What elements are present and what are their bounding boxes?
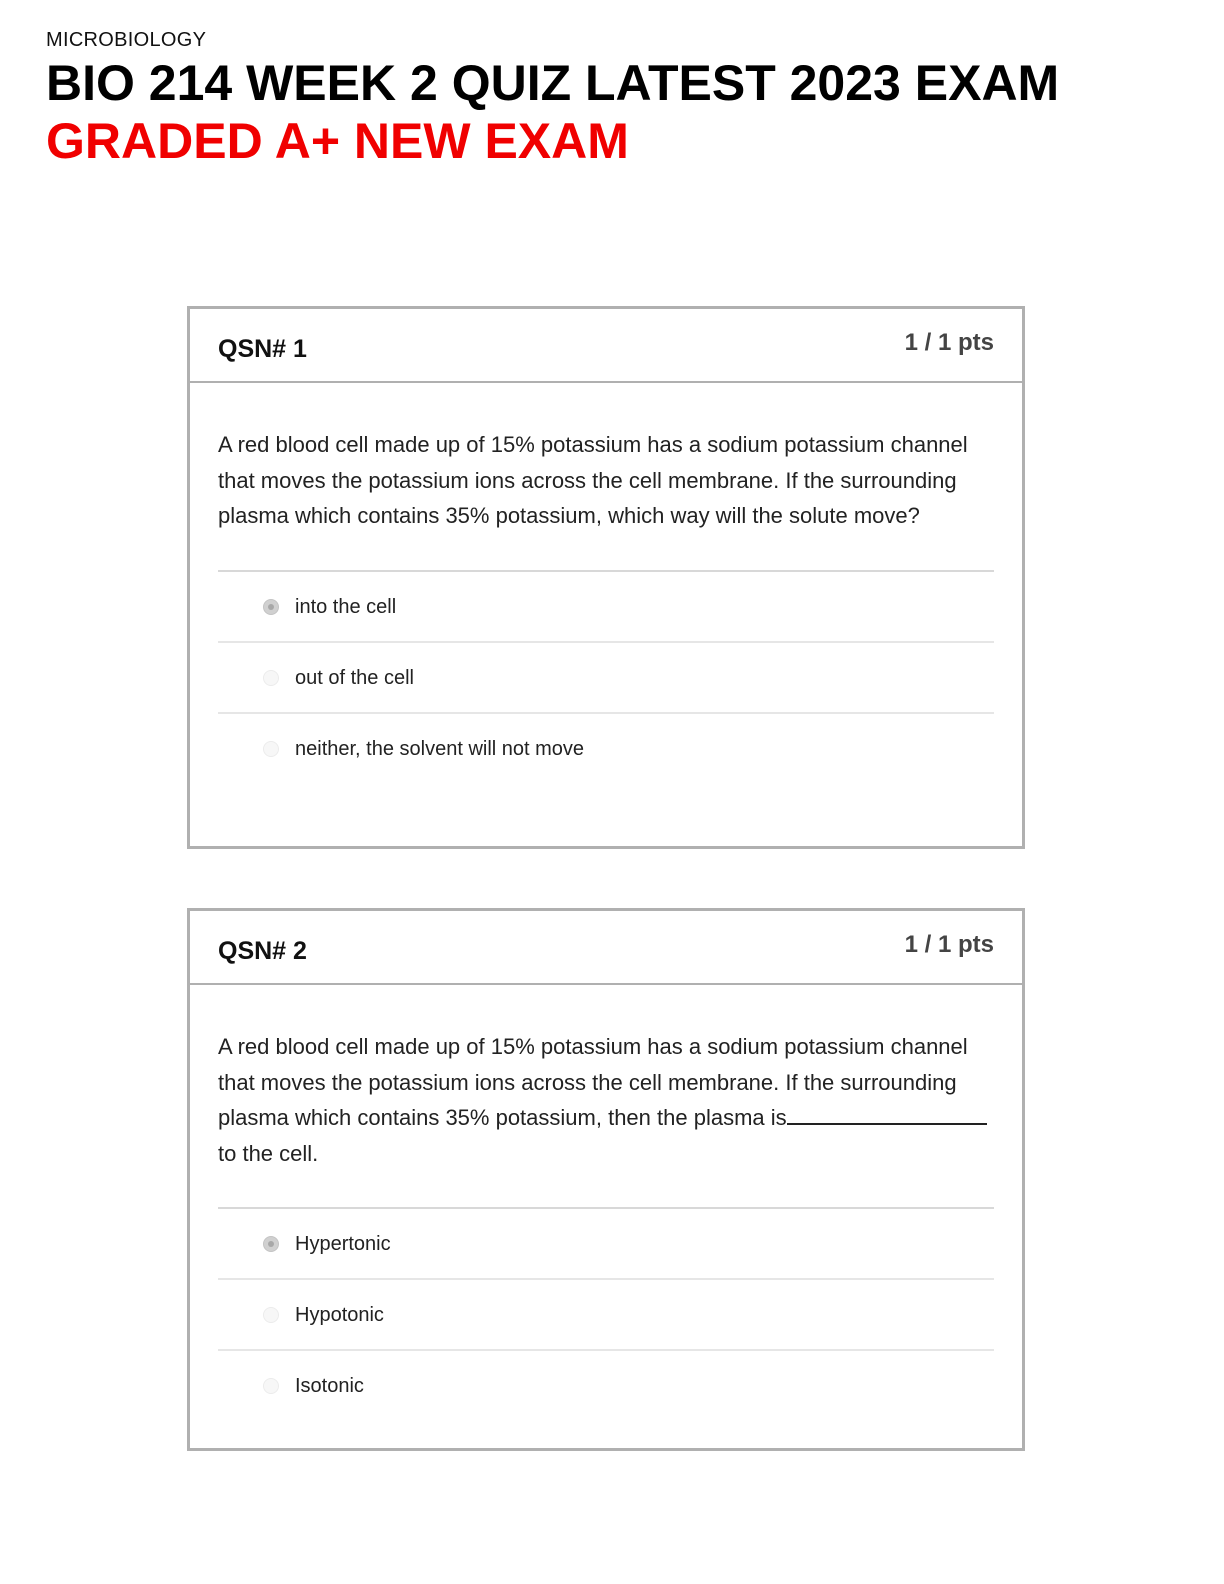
radio-unselected-icon[interactable]: [263, 741, 279, 757]
subject-label: MICROBIOLOGY: [46, 29, 207, 51]
answer-label: into the cell: [295, 595, 397, 618]
question-text: [218, 1029, 994, 1171]
question-body: [190, 383, 1022, 785]
radio-selected-icon[interactable]: [263, 599, 279, 615]
answer-options: [218, 1207, 994, 1422]
question-text-after-blank: to the cell.: [218, 1140, 319, 1166]
page-title: BIO 214 WEEK 2 QUIZ LATEST 2023 EXAM: [46, 55, 1060, 111]
question-text-before-blank: A red blood cell made up of 15% potassium has a sodium potassium channel that moves the potassium ions across the cell membrane. If the surrounding plasma which contains 35% potassium, then the plasma is: [218, 1034, 968, 1130]
question-header: [190, 911, 1022, 985]
answer-option[interactable]: [218, 643, 994, 714]
answer-option[interactable]: [218, 714, 994, 785]
answer-option[interactable]: [218, 1280, 994, 1351]
question-points: 1 / 1 pts: [904, 931, 994, 958]
question-card-2: [187, 908, 1025, 1451]
answer-label: Hypertonic: [295, 1233, 391, 1255]
page-subtitle: GRADED A+ NEW EXAM: [46, 113, 629, 169]
answer-option[interactable]: [218, 1351, 994, 1422]
answer-label: out of the cell: [295, 666, 414, 689]
radio-unselected-icon[interactable]: [263, 1378, 279, 1394]
question-number: QSN# 2: [218, 937, 307, 965]
document-header: [46, 28, 1184, 170]
question-body: [190, 985, 1022, 1422]
answer-label: Isotonic: [295, 1375, 364, 1397]
answer-option[interactable]: [218, 1209, 994, 1280]
radio-selected-icon[interactable]: [263, 1236, 279, 1252]
answer-label: Hypotonic: [295, 1304, 384, 1326]
radio-unselected-icon[interactable]: [263, 670, 279, 686]
question-number: QSN# 1: [218, 335, 307, 363]
radio-unselected-icon[interactable]: [263, 1307, 279, 1323]
fill-in-blank: [787, 1103, 987, 1125]
question-header: [190, 309, 1022, 383]
answer-option[interactable]: [218, 572, 994, 643]
question-points: 1 / 1 pts: [904, 329, 994, 356]
question-card-1: [187, 306, 1025, 849]
answer-label: neither, the solvent will not move: [295, 737, 585, 760]
question-text: A red blood cell made up of 15% potassium has a sodium potassium channel that moves the potassium ions across the cell membrane. If the surrounding plasma which contains 35% potassium, which way will the solute move?: [218, 432, 968, 528]
answer-options: [218, 570, 994, 785]
